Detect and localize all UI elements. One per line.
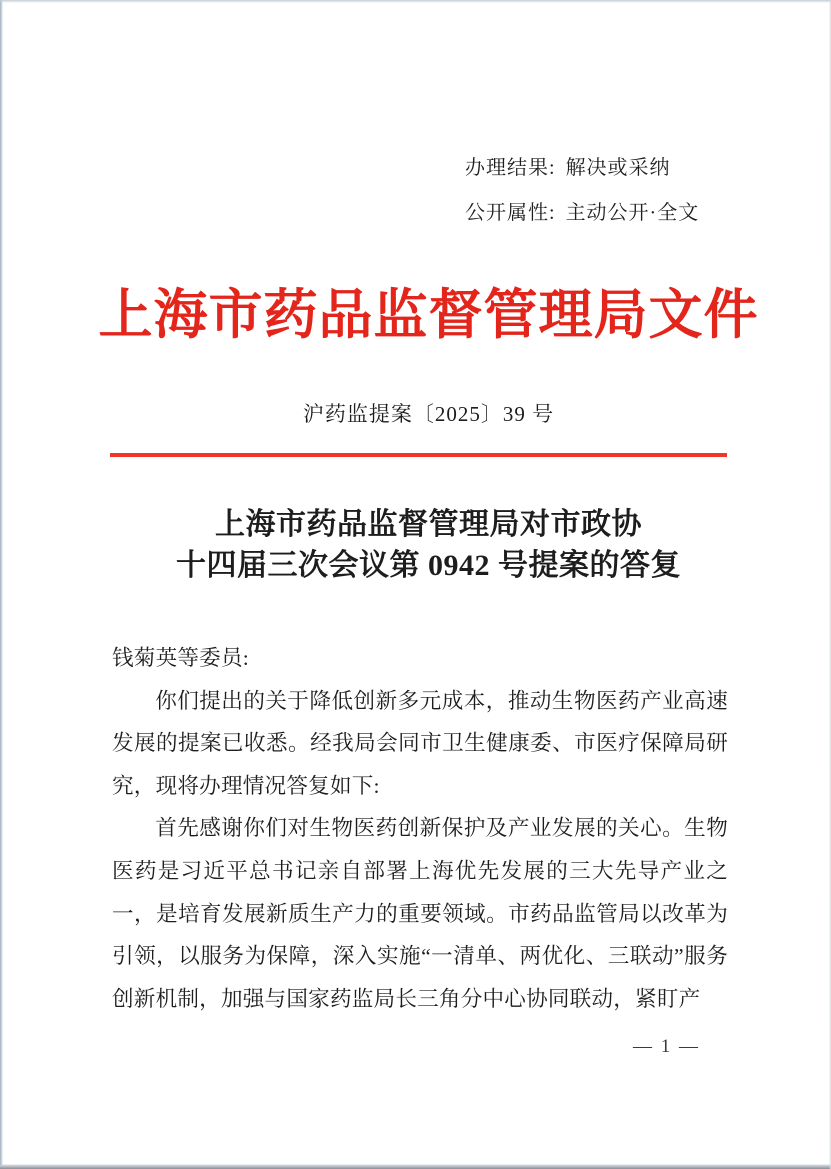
publicity-attribute-label: 公开属性: bbox=[465, 202, 556, 224]
publicity-attribute-line bbox=[465, 191, 699, 236]
salutation: 钱菊英等委员: bbox=[112, 646, 249, 670]
handling-result-label: 办理结果: bbox=[465, 157, 556, 179]
document-body bbox=[112, 637, 728, 1020]
handling-result-value: 解决或采纳 bbox=[565, 157, 671, 179]
scan-edge-top bbox=[0, 0, 831, 3]
document-title-line2: 十四届三次会议第 0942 号提案的答复 bbox=[176, 549, 681, 582]
scan-edge-left bbox=[0, 0, 3, 1169]
document-reference-number: 沪药监提案〔2025〕39 号 bbox=[302, 402, 555, 426]
handling-result-line bbox=[465, 146, 699, 191]
body-paragraph-2: 首先感谢你们对生物医药创新保护及产业发展的关心。生物医药是习近平总书记亲自部署上海优先发展的三大先导产业之一，是培育发展新质生产力的重要领域。市药品监管局以改革为引领，以服务为保障，深入实施“一清单、两优化、三联动”服务创新机制，加强与国家药监局长三角分中心协同联动，紧盯产 bbox=[112, 816, 728, 1011]
publicity-attribute-value: 主动公开·全文 bbox=[565, 202, 700, 224]
masthead-divider-rule bbox=[110, 453, 727, 457]
document-title bbox=[26, 504, 831, 586]
scan-edge-bottom bbox=[0, 1164, 831, 1169]
document-title-line1: 上海市药品监督管理局对市政协 bbox=[215, 508, 642, 541]
body-paragraph-1: 你们提出的关于降低创新多元成本，推动生物医药产业高速发展的提案已收悉。经我局会同市卫生健康委、市医疗保障局研究，现将办理情况答复如下: bbox=[112, 688, 728, 798]
header-meta bbox=[465, 146, 699, 236]
page-number: — 1 — bbox=[633, 1036, 700, 1057]
agency-masthead-title: 上海市药品监督管理局文件 bbox=[98, 285, 759, 345]
